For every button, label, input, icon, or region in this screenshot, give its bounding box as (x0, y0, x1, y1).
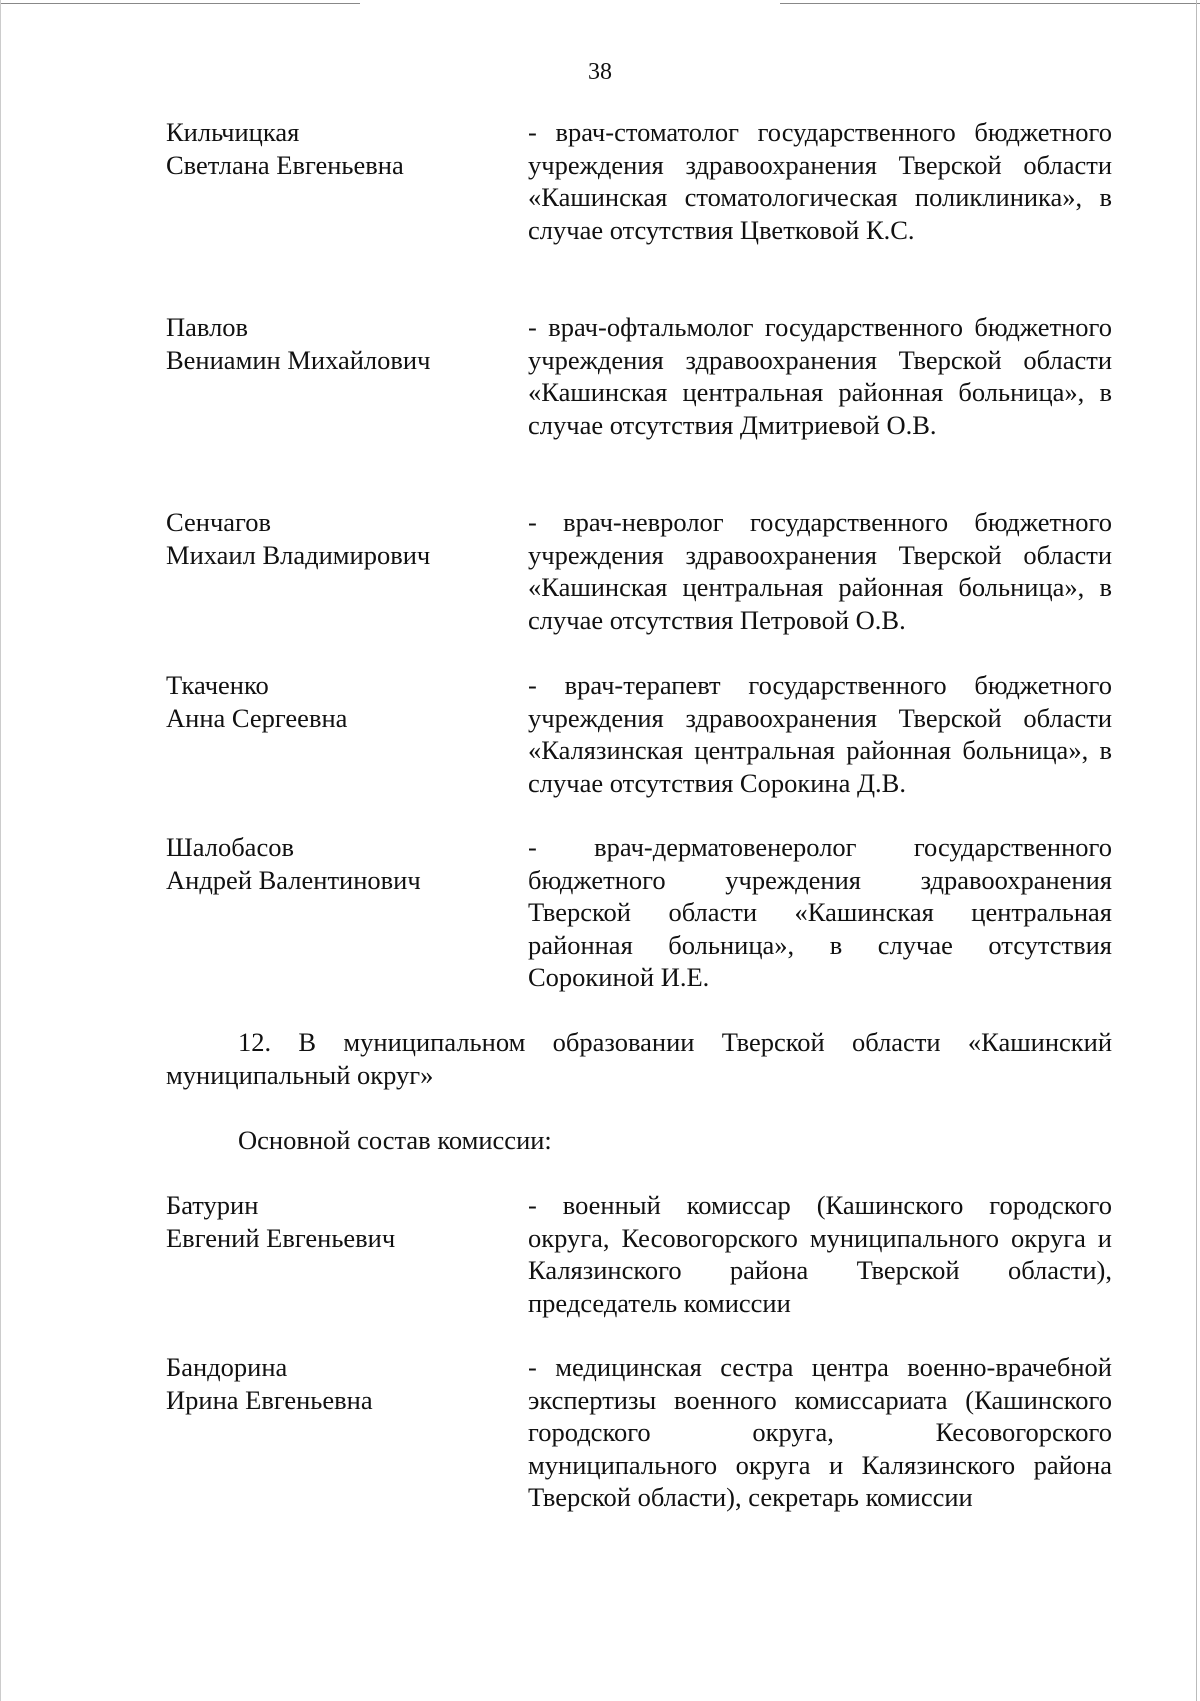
member-last-name: Павлов (166, 312, 249, 342)
member-first-name: Евгений Евгеньевич (166, 1222, 396, 1253)
member-description: - врач-офтальмолог государственного бюджетного учреждения здравоохранения Тверской области «Кашинская центральная районная больница», в случае отсутствия Дмитриевой О.В. (528, 312, 1112, 440)
composition-heading: Основной состав комиссии: (238, 1125, 552, 1155)
member-description: - врач-дерматовенеролог государственного бюджетного учреждения здравоохранения Тверской области «Кашинская центральная районная больница», в случае отсутствия Сорокиной И.Е. (528, 832, 1112, 992)
member-first-name: Ирина Евгеньевна (166, 1384, 373, 1415)
scan-edge-line (0, 3, 360, 4)
scan-edge-line (1196, 0, 1197, 1701)
scan-edge-line (780, 3, 1200, 4)
scan-edge-line (0, 0, 1, 1701)
member-last-name: Ткаченко (166, 670, 269, 700)
member-first-name: Вениамин Михайлович (166, 344, 431, 375)
member-name (166, 669, 496, 734)
member-description: - медицинская сестра центра военно-врачебной экспертизы военного комиссариата (Кашинского городского округа, Кесовогорского муниципального округа и Калязинского района Тверской области), секретарь комиссии (528, 1352, 1112, 1512)
member-last-name: Кильчицкая (166, 117, 300, 147)
member-description: - врач-невролог государственного бюджетного учреждения здравоохранения Тверской области «Кашинская центральная районная больница», в случае отсутствия Петровой О.В. (528, 507, 1112, 635)
member-last-name: Шалобасов (166, 832, 294, 862)
member-last-name: Батурин (166, 1190, 259, 1220)
member-description: - врач-терапевт государственного бюджетного учреждения здравоохранения Тверской области «Калязинская центральная районная больница», в случае отсутствия Сорокина Д.В. (528, 670, 1112, 798)
member-first-name: Анна Сергеевна (166, 702, 348, 733)
member-name (166, 831, 496, 896)
member-last-name: Бандорина (166, 1352, 288, 1382)
section-title: 12. В муниципальном образовании Тверской области «Кашинский муниципальный округ» (166, 1027, 1112, 1090)
member-name (166, 1351, 496, 1416)
member-name (166, 116, 496, 181)
member-name (166, 506, 496, 571)
member-name (166, 311, 496, 376)
member-first-name: Михаил Владимирович (166, 539, 431, 570)
member-name (166, 1189, 496, 1254)
member-first-name: Светлана Евгеньевна (166, 149, 404, 180)
member-description: - врач-стоматолог государственного бюджетного учреждения здравоохранения Тверской области «Кашинская стоматологическая поликлиника», в случае отсутствия Цветковой К.С. (528, 117, 1112, 245)
member-first-name: Андрей Валентинович (166, 864, 421, 895)
page-number: 38 (588, 59, 612, 85)
member-description: - военный комиссар (Кашинского городского округа, Кесовогорского муниципального округа и Калязинского района Тверской области), председатель комиссии (528, 1190, 1112, 1318)
member-last-name: Сенчагов (166, 507, 272, 537)
